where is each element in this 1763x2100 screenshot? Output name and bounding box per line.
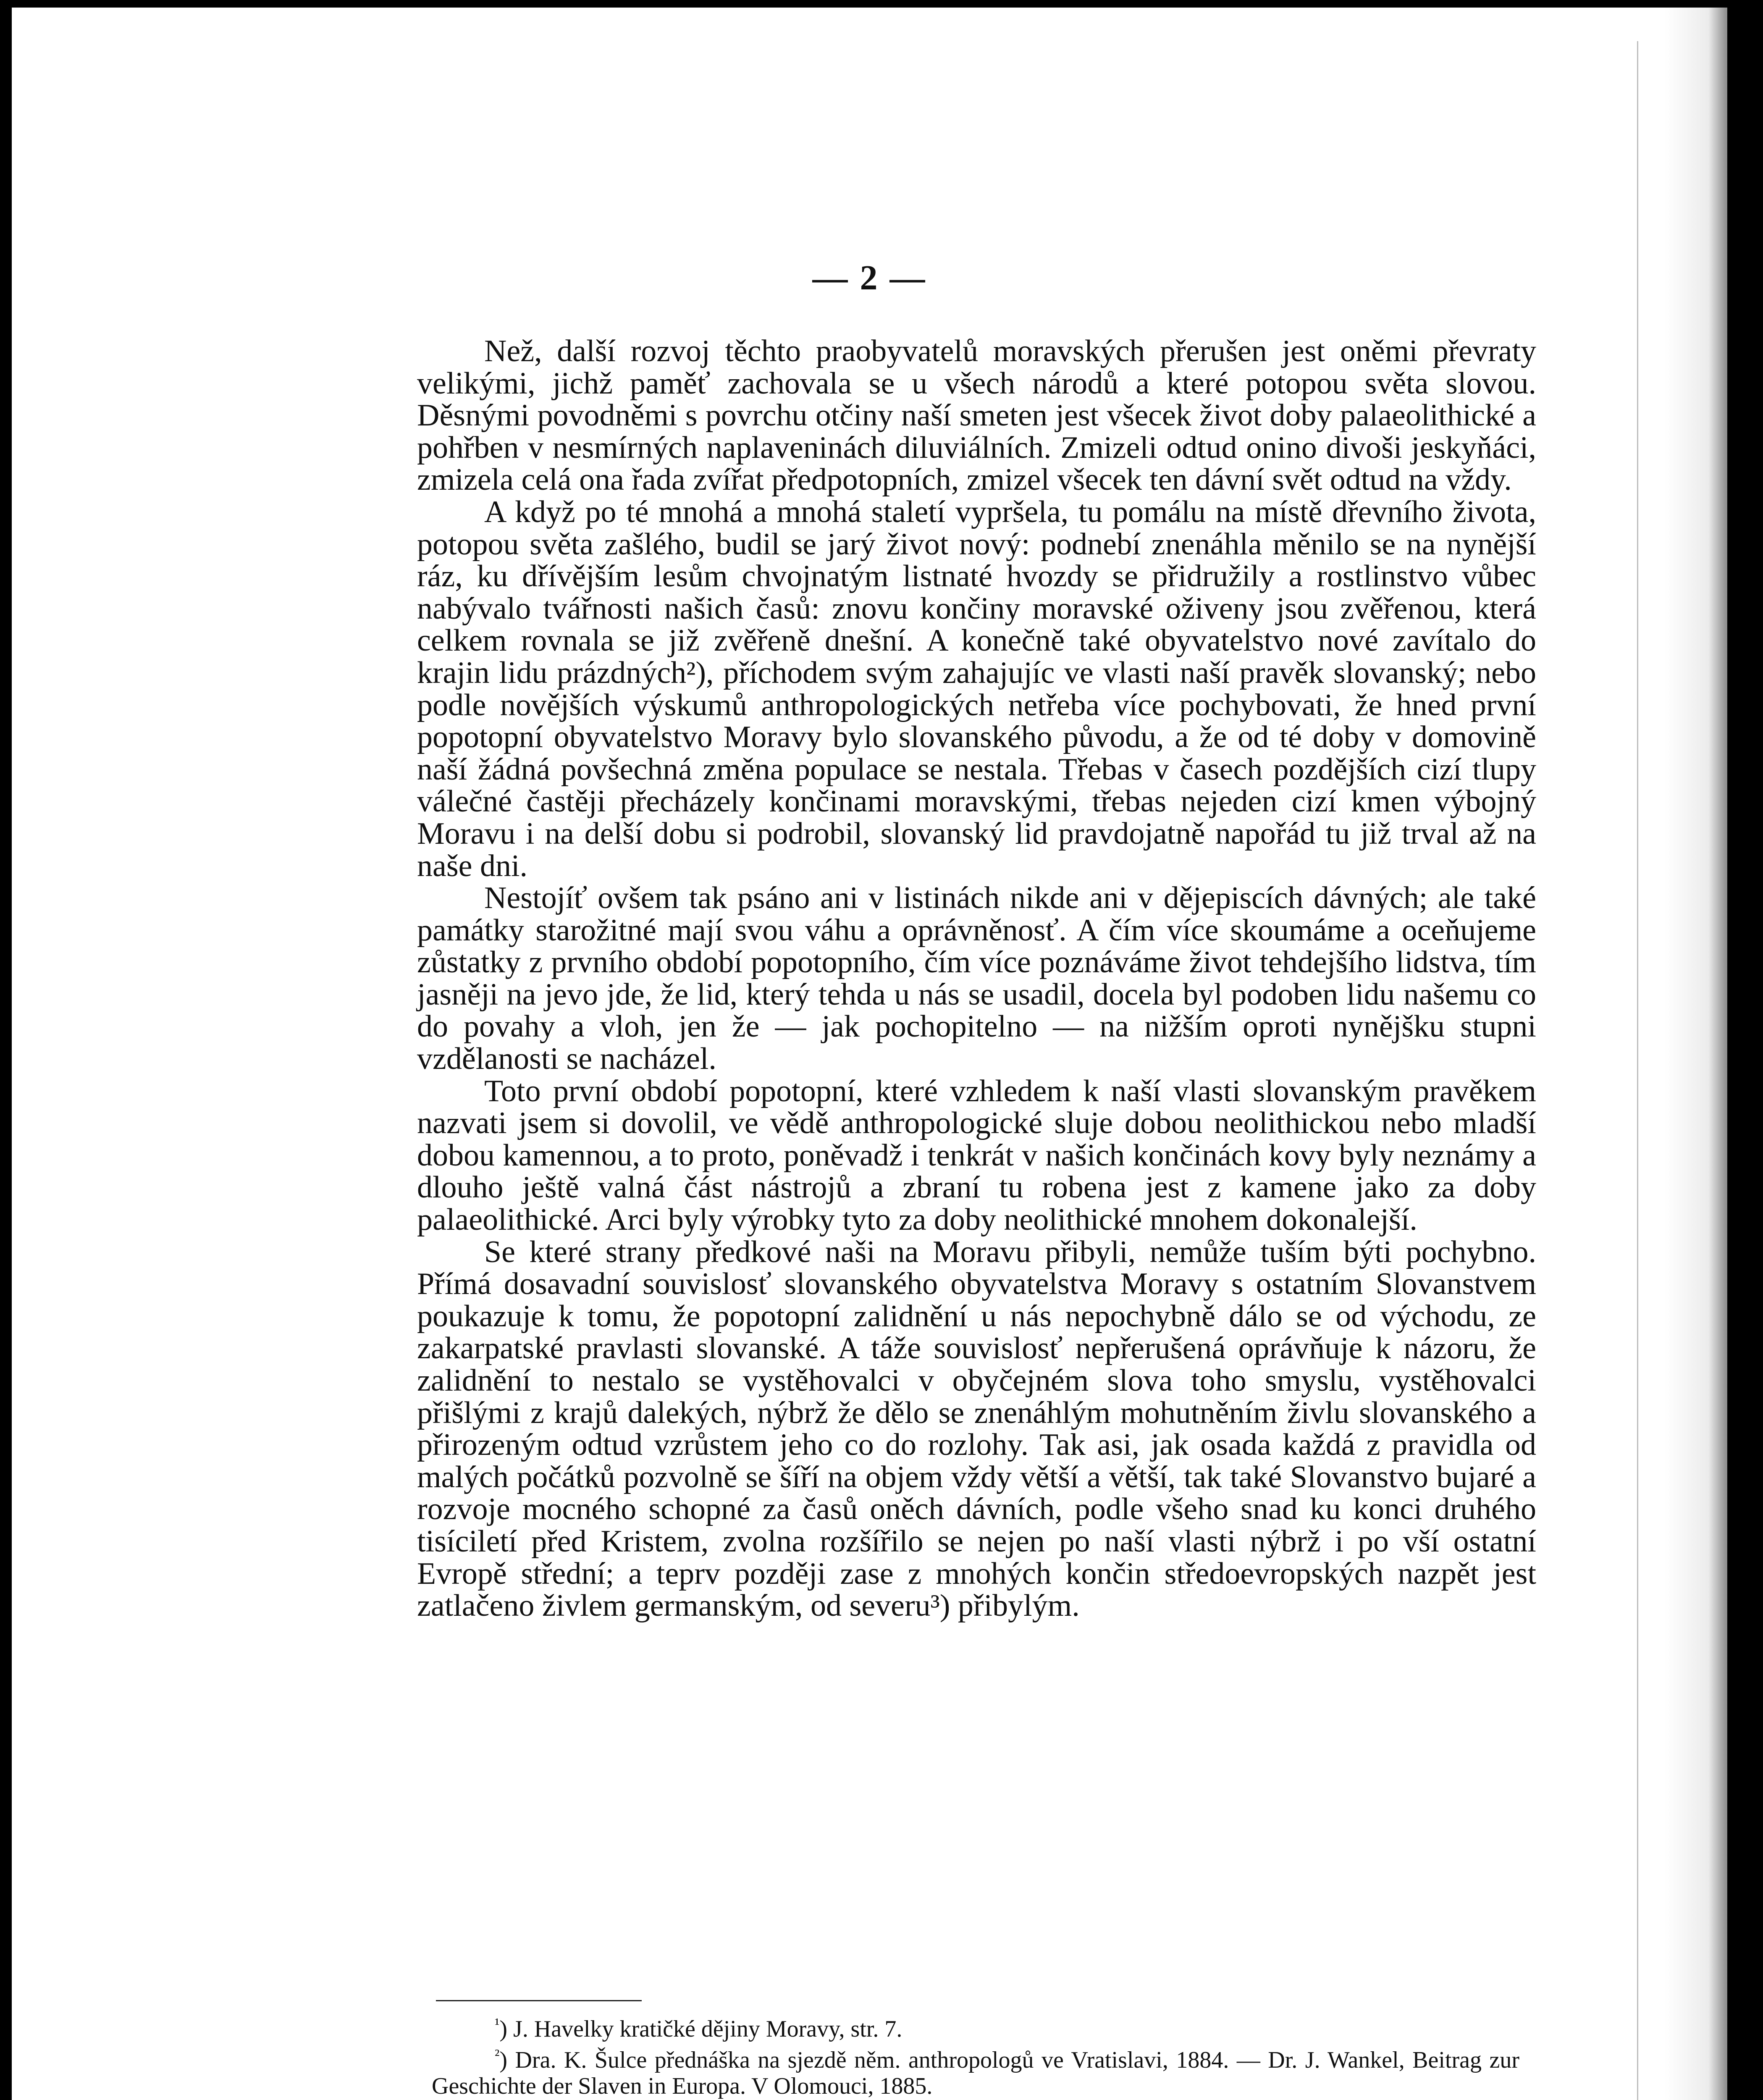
scanned-page <box>12 8 1727 2100</box>
body-text <box>417 335 1536 1622</box>
paragraph: Se které strany předkové naši na Moravu přibyli, nemůže tuším býti pochybno. Přímá dosavadní souvislosť slovanského obyvatelstva Moravy s ostatním Slovanstvem poukazuje k tomu, že popotopní zalidnění u nás nepochybně dálo se od východu, ze zakarpatské pravlasti slovanské. A táže souvislosť nepřerušená oprávňuje k názoru, že zalidnění to nestalo se vystěhovalci v obyčejném slova toho smyslu, vystěhovalci přišlými z krajů dalekých, nýbrž že dělo se znenáhlým mohutněním živlu slovanského a přirozeným odtud vzrůstem jeho co do rozlohy. Tak asi, jak osada každá z pravidla od malých počátků pozvolně se šíří na objem vždy větší a větší, tak také Slovanstvo bujaré a rozvoje mocného schopné za časů oněch dávních, podle všeho snad ku konci druhého tisíciletí před Kristem, zvolna rozšířilo se nejen po naší vlasti nýbrž i po vší ostatní Evropě střední; a teprv později zase z mnohých končin středoevropských nazpět jest zatlačeno živlem germanským, od severu³) přibylým. <box>417 1234 1536 1623</box>
page-edge-shadow <box>1664 8 1727 2100</box>
paragraph: Nestojíť ovšem tak psáno ani v listinách nikde ani v dějepiscích dávných; ale také památky starožitné mají svou váhu a oprávněnosť. A čím více skoumáme a oceňujeme zůstatky z prvního období popotopního, čím více poznáváme život tehdejšího lidstva, tím jasněji na jevo jde, že lid, který tehda u nás se usadil, docela byl podoben lidu našemu co do povahy a vloh, jen že — jak pochopitelno — na nižším oproti nynějšku stupni vzdělanosti se nacházel. <box>417 881 1536 1076</box>
footnotes <box>432 2011 1519 2099</box>
paragraph: Toto první období popotopní, které vzhledem k naší vlasti slovanským pravěkem nazvati jsem si dovolil, ve vědě anthropologické sluje dobou neolithickou nebo mladší dobou kamennou, a to proto, poněvadž i tenkrát v našich končinách kovy byly neznámy a dlouho ještě valná část nástrojů a zbraní tu robena jest z kamene jako za doby palaeolithické. Arci byly výrobky tyto za doby neolithické mnohem dokonalejší. <box>417 1074 1536 1237</box>
paragraph: Než, další rozvoj těchto praobyvatelů moravských přerušen jest oněmi převraty velikými, jichž paměť zachovala se u všech národů a které potopou světa slovou. Děsnými povodněmi s povrchu otčiny naší smeten jest všecek život doby palaeolithické a pohřben v nesmírných naplaveninách diluviálních. Zmizeli odtud onino divoši jeskyňáci, zmizela celá ona řada zvířat předpotopních, zmizel všecek ten dávní svět odtud na vždy. <box>417 334 1536 497</box>
page-number: — 2 — <box>812 258 927 297</box>
footnote-text: ) J. Havelky kratičké dějiny Moravy, str. 7. <box>499 2016 902 2042</box>
paragraph: A když po té mnohá a mnohá staletí vypršela, tu pomálu na místě dřevního života, potopou světa zašlého, budil se jarý život nový: podnebí znenáhla měnilo se na nynější ráz, ku dřívějším lesům chvojnatým listnaté hvozdy se přidružily a rostlinstvo vůbec nabývalo tvářnosti našich časů: znovu končiny moravské oživeny jsou zvěřenou, která celkem rovnala se již zvěřeně dnešní. A konečně také obyvatelstvo nové zavítalo do krajin lidu prázdných²), příchodem svým zahajujíc ve vlasti naší pravěk slovanský; nebo podle novějších výskumů anthropologických netřeba více pochybovati, že hned první popotopní obyvatelstvo Moravy bylo slovanského původu, a že od té doby v domovině naší žádná povšechná změna populace se nestala. Třebas v časech pozdějších cizí tlupy válečné častěji přecházely končinami moravskými, třebas nejeden cizí kmen výbojný Moravu i na delší dobu si podrobil, slovanský lid pravdojatně napořád tu již trval až na naše dni. <box>417 494 1536 883</box>
footnote-mark: ¹ <box>495 2015 500 2033</box>
footnote-text: ) Dra. K. Šulce přednáška na sjezdě něm. anthropologů ve Vratislavi, 1884. — Dr. J. Wankel, Beitrag zur Geschichte der Slaven in Europa. V Olomouci, 1885. <box>432 2047 1519 2099</box>
footnote-divider <box>436 2000 642 2001</box>
footnote <box>432 2011 1519 2042</box>
footnote <box>432 2042 1519 2099</box>
fold-line <box>1637 41 1638 2100</box>
footnote-mark: ² <box>495 2046 500 2064</box>
